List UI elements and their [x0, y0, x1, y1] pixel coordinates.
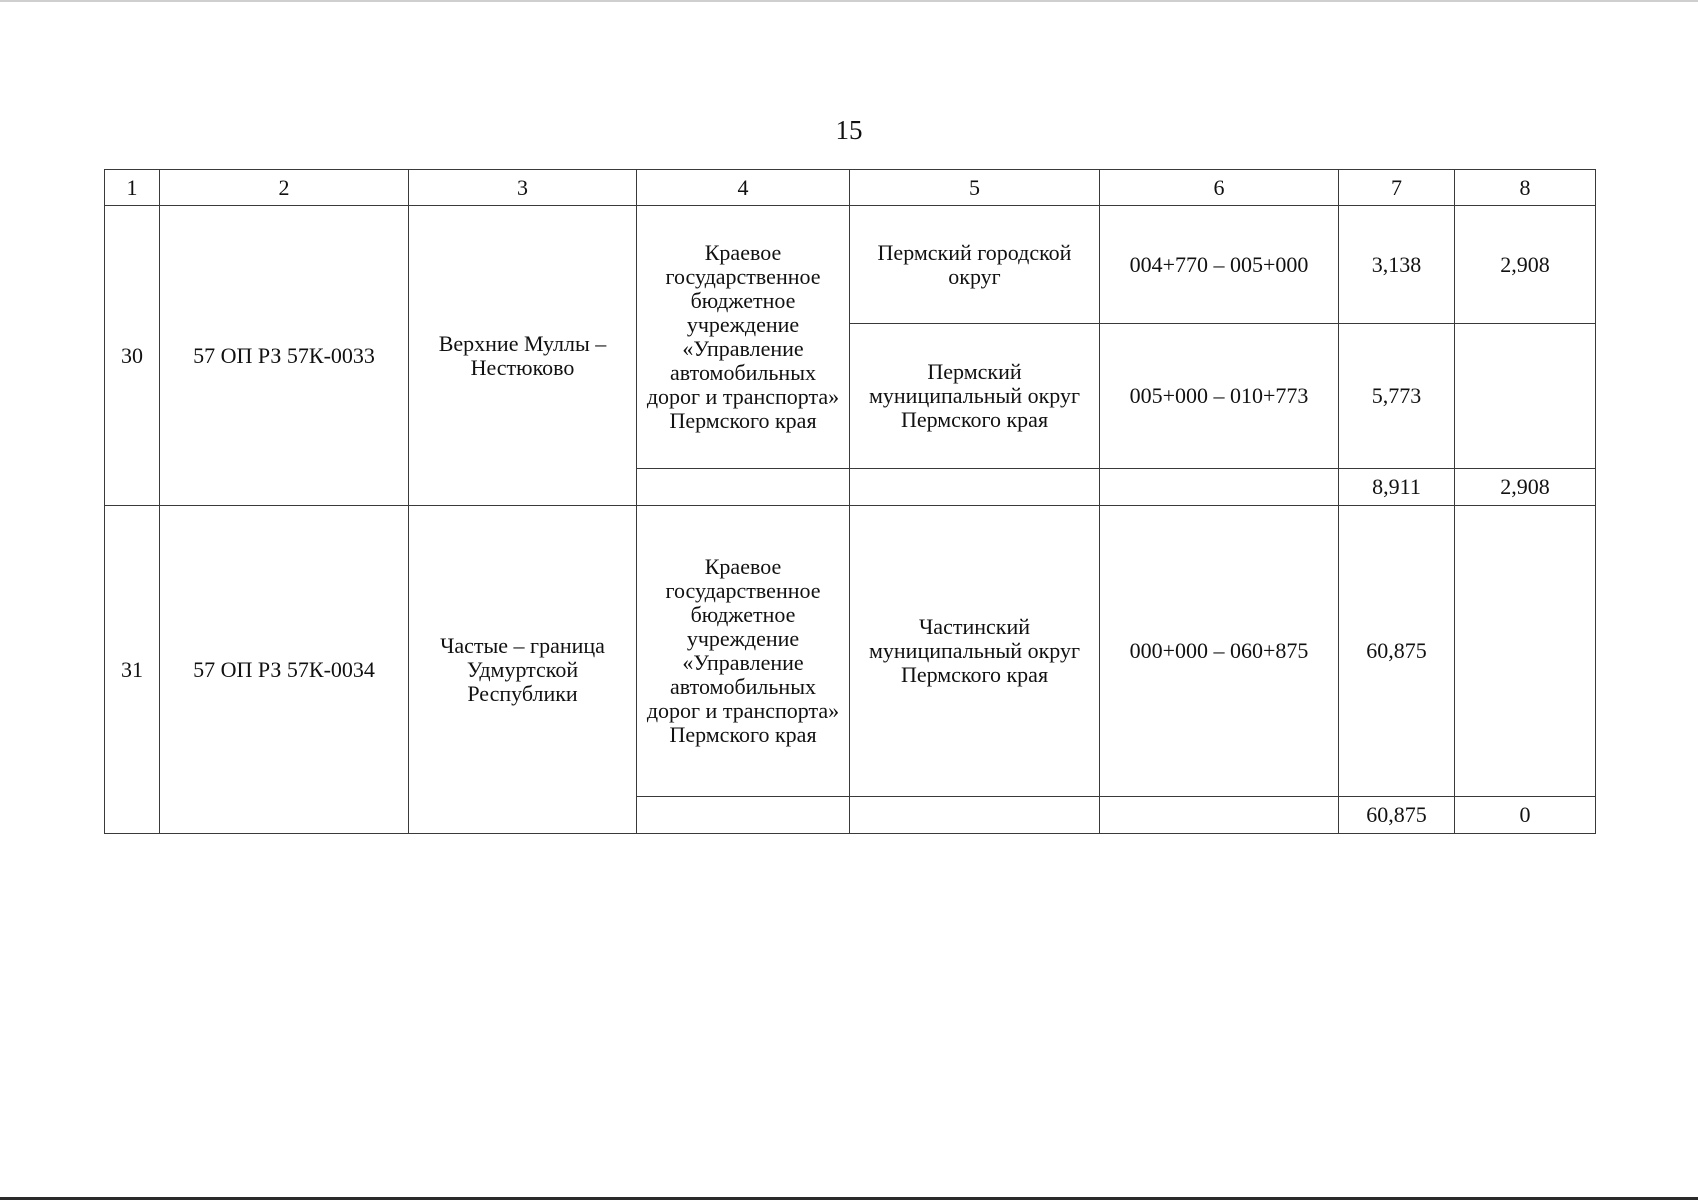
road-id-cell: 57 ОП РЗ 57К-0034 [160, 506, 409, 834]
empty-cell [850, 469, 1100, 506]
empty-cell [637, 797, 850, 834]
column-header: 6 [1100, 170, 1339, 206]
owner-cell: Краевое государственное бюджетное учреждение «Управление автомобильных дорог и транспорта» Пермского края [637, 506, 850, 797]
total-length-cell: 60,875 [1339, 797, 1455, 834]
length-cell: 3,138 [1339, 206, 1455, 324]
table-header-row [105, 170, 1596, 206]
column-header: 7 [1339, 170, 1455, 206]
extra-length-cell [1455, 324, 1596, 469]
row-number-cell: 31 [105, 506, 160, 834]
total-extra-cell: 0 [1455, 797, 1596, 834]
empty-cell [850, 797, 1100, 834]
page-number: 15 [835, 115, 863, 145]
column-header: 2 [160, 170, 409, 206]
length-cell: 60,875 [1339, 506, 1455, 797]
empty-cell [637, 469, 850, 506]
district-cell: Частинский муниципальный округ Пермского края [850, 506, 1100, 797]
table-row [105, 506, 1596, 797]
extra-length-cell: 2,908 [1455, 206, 1596, 324]
km-range-cell: 000+000 – 060+875 [1100, 506, 1339, 797]
total-extra-cell: 2,908 [1455, 469, 1596, 506]
table-row [105, 206, 1596, 324]
km-range-cell: 004+770 – 005+000 [1100, 206, 1339, 324]
column-header: 5 [850, 170, 1100, 206]
road-id-cell: 57 ОП РЗ 57К-0033 [160, 206, 409, 506]
district-cell: Пермский городской округ [850, 206, 1100, 324]
owner-cell: Краевое государственное бюджетное учреждение «Управление автомобильных дорог и транспорта» Пермского края [637, 206, 850, 469]
empty-cell [1100, 469, 1339, 506]
column-header: 8 [1455, 170, 1596, 206]
row-number-cell: 30 [105, 206, 160, 506]
total-length-cell: 8,911 [1339, 469, 1455, 506]
extra-length-cell [1455, 506, 1596, 797]
column-header: 1 [105, 170, 160, 206]
km-range-cell: 005+000 – 010+773 [1100, 324, 1339, 469]
roads-table [104, 169, 1596, 834]
road-name-cell: Верхние Муллы – Нестюково [409, 206, 637, 506]
district-cell: Пермский муниципальный округ Пермского края [850, 324, 1100, 469]
empty-cell [1100, 797, 1339, 834]
road-name-cell: Частые – граница Удмуртской Республики [409, 506, 637, 834]
column-header: 3 [409, 170, 637, 206]
scan-edge-top [0, 0, 1698, 2]
column-header: 4 [637, 170, 850, 206]
length-cell: 5,773 [1339, 324, 1455, 469]
